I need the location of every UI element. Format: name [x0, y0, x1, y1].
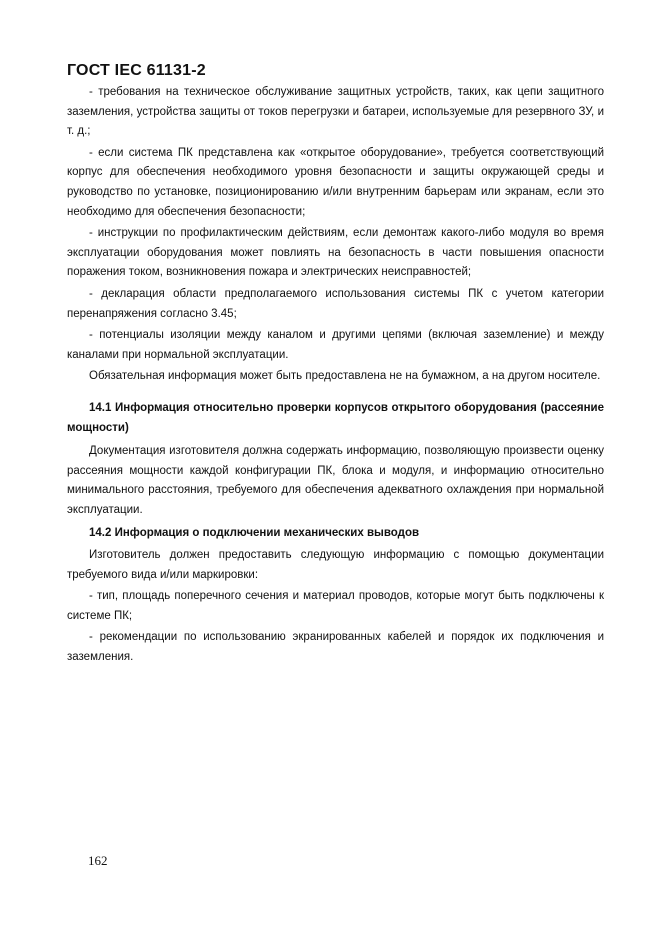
document-body	[67, 83, 604, 670]
paragraph: - требования на техническое обслуживание защитных устройств, таких, как цепи защитного заземления, устройства защиты от токов перегрузки и батареи, используемые для резервного ЗУ, и т. д.;	[67, 86, 604, 138]
paragraph: - потенциалы изоляции между каналом и другими цепями (включая заземление) и между каналами при нормальной эксплуатации.	[67, 329, 604, 361]
paragraph: - рекомендации по использованию экранированных кабелей и порядок их подключения и заземления.	[67, 631, 604, 664]
section-heading: 14.1 Информация относительно проверки корпусов открытого оборудования (рассеяние мощности)	[67, 401, 604, 434]
paragraph: Изготовитель должен предоставить следующую информацию с помощью документации требуемого вида и/или маркировки:	[67, 549, 604, 581]
document-header: ГОСТ IEC 61131-2	[67, 62, 206, 79]
section-text: Документация изготовителя должна содержать информацию, позволяющую произвести оценку рассеяния мощности каждой конфигурации ПК, блока и модуля, и информацию относительно минимального расстояния, требуемого для обеспечения адекватного охлаждения при нормальной эксплуатации.	[67, 445, 604, 516]
page-number: 162	[88, 853, 108, 868]
section-heading: 14.2 Информация о подключении механических выводов	[89, 527, 420, 540]
paragraph: Обязательная информация может быть предоставлена не на бумажном, а на другом носителе.	[89, 370, 601, 383]
paragraph: - тип, площадь поперечного сечения и материал проводов, которые могут быть подключены к системе ПК;	[67, 590, 604, 622]
paragraph: - если система ПК представлена как «открытое оборудование», требуется соответствующий корпус для обеспечения необходимого уровня безопасности и защиты окружающей среды и руководство по установке, позиционированию и/или внутренним барьерам или экранам, если это необходимо для обеспечения безопасности;	[67, 146, 604, 218]
paragraph: - инструкции по профилактическим действиям, если демонтаж какого-либо модуля во время эксплуатации оборудования может повлиять на безопасность в части повышения опасности поражения током, возникновения пожара и электрических неисправностей;	[67, 227, 604, 279]
paragraph: - декларация области предполагаемого использования системы ПК с учетом категории перенапряжения согласно 3.45;	[67, 287, 604, 320]
